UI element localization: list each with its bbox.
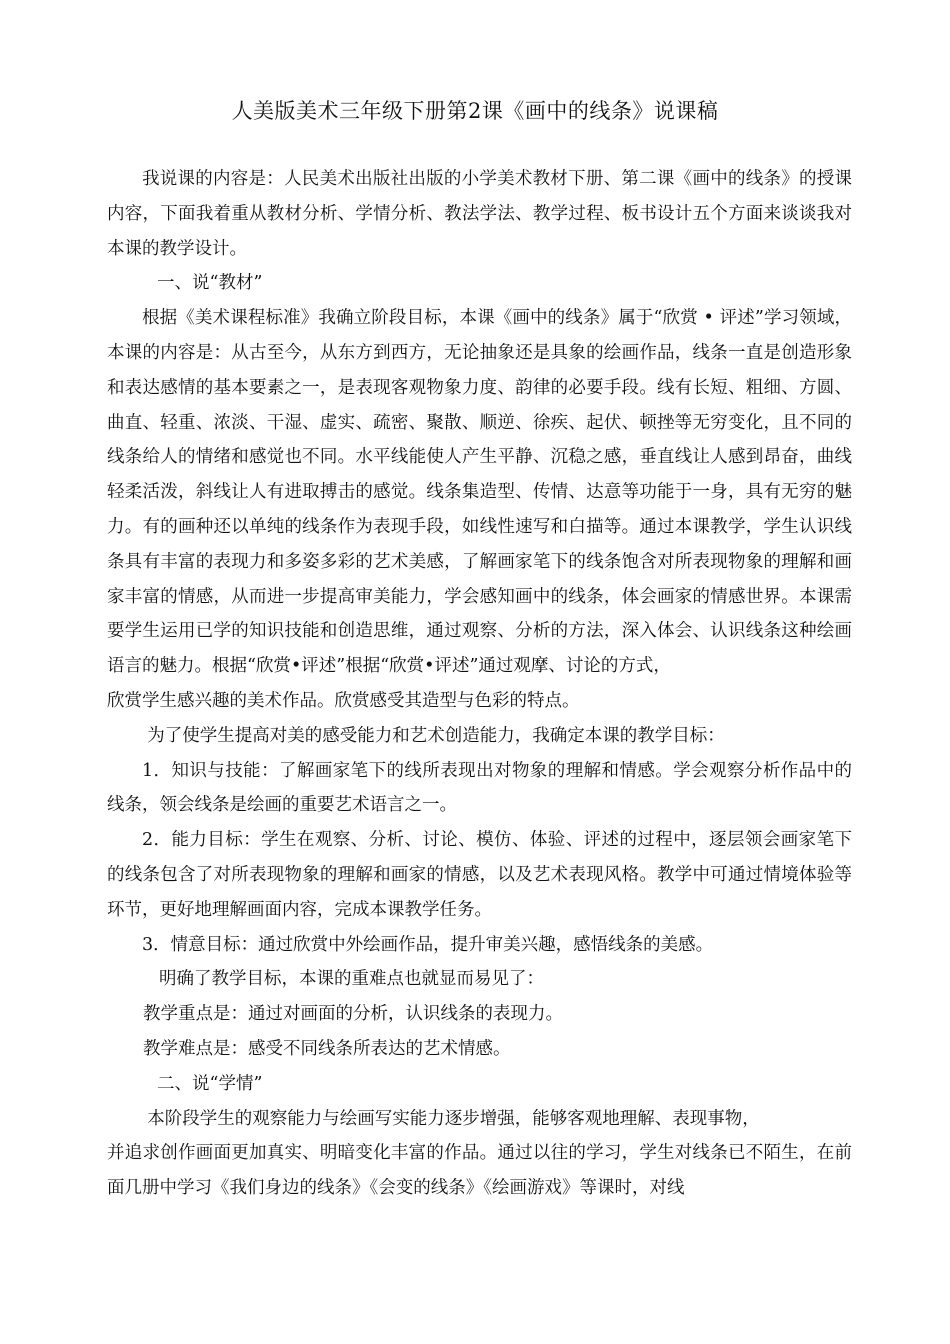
intro-paragraph: 我说课的内容是：人民美术出版社出版的小学美术教材下册、第二课《画中的线条》的授课内容，下面我着重从教材分析、学情分析、教法学法、教学过程、板书设计五个方面来谈谈我对本课的教学设计。 [107,169,852,259]
key-point: 教学重点是：通过对画面的分析，认识线条的表现力。 [143,1004,563,1025]
document-title: 人美版美术三年级下册第2课《画中的线条》说课稿 [231,99,719,123]
goal-ability: 2．能力目标：学生在观察、分析、讨论、模仿、体验、评述的过程中，逐层领会画家笔下的线条包含了对所表现物象的理解和画家的情感，以及艺术表现风格。教学中可通过情境体验等环节，更好地理解画面内容，完成本课教学任务。 [107,830,852,920]
section-heading-students: 二、说“学情” [157,1073,263,1094]
goals-intro: 为了使学生提高对美的感受能力和艺术创造能力，我确定本课的教学目标： [147,725,725,746]
goal-knowledge: 1．知识与技能：了解画家笔下的线所表现出对物象的理解和情感。学会观察分析作品中的线条，领会线条是绘画的重要艺术语言之一。 [107,760,852,816]
goal-emotion: 3．情意目标：通过欣赏中外绘画作品，提升审美兴趣，感悟线条的美感。 [142,934,714,955]
students-paragraph: 并追求创作画面更加真实、明暗变化丰富的作品。通过以往的学习，学生对线条已不陌生，在前面几册中学习《我们身边的线条》《会变的线条》《绘画游戏》等课时，对线 [107,1143,852,1199]
difficult-point: 教学难点是：感受不同线条所表达的艺术情感。 [143,1038,511,1059]
section-heading-textbook: 一、说“教材” [157,273,263,294]
document-body [107,162,852,1206]
textbook-paragraph-last: 欣赏学生感兴趣的美术作品。欣赏感受其造型与色彩的特点。 [107,690,580,711]
key-points-intro: 明确了教学目标，本课的重难点也就显而易见了： [159,969,544,990]
textbook-paragraph: 根据《美术课程标准》我确立阶段目标，本课《画中的线条》属于“欣赏 • 评述”学习领域，本课的内容是：从古至今，从东方到西方，无论抽象还是具象的绘画作品，线条一直是创造形象和表达感情的基本要素之一，是表现客观物象力度、韵律的必要手段。线有长短、粗细、方圆、曲直、轻重、浓淡、干湿、虚实、疏密、聚散、顺逆、徐疾、起伏、顿挫等无穷变化，且不同的线条给人的情绪和感觉也不同。水平线能使人产生平静、沉稳之感，垂直线让人感到昂奋，曲线轻柔活泼，斜线让人有进取搏击的感觉。线条集造型、传情、达意等功能于一身，具有无穷的魅力。有的画种还以单纯的线条作为表现手段，如线性速写和白描等。通过本课教学，学生认识线条具有丰富的表现力和多姿多彩的艺术美感，了解画家笔下的线条饱含对所表现物象的理解和画家丰富的情感，从而进一步提高审美能力，学会感知画中的线条，体会画家的情感世界。本课需要学生运用已学的知识技能和创造思维，通过观察、分析的方法，深入体会、认识线条这种绘画语言的魅力。根据“欣赏•评述”根据“欣赏•评述”通过观摩、讨论的方式， [107,308,852,677]
students-paragraph-line1: 本阶段学生的观察能力与绘画写实能力逐步增强，能够客观地理解、表现事物， [147,1108,760,1129]
